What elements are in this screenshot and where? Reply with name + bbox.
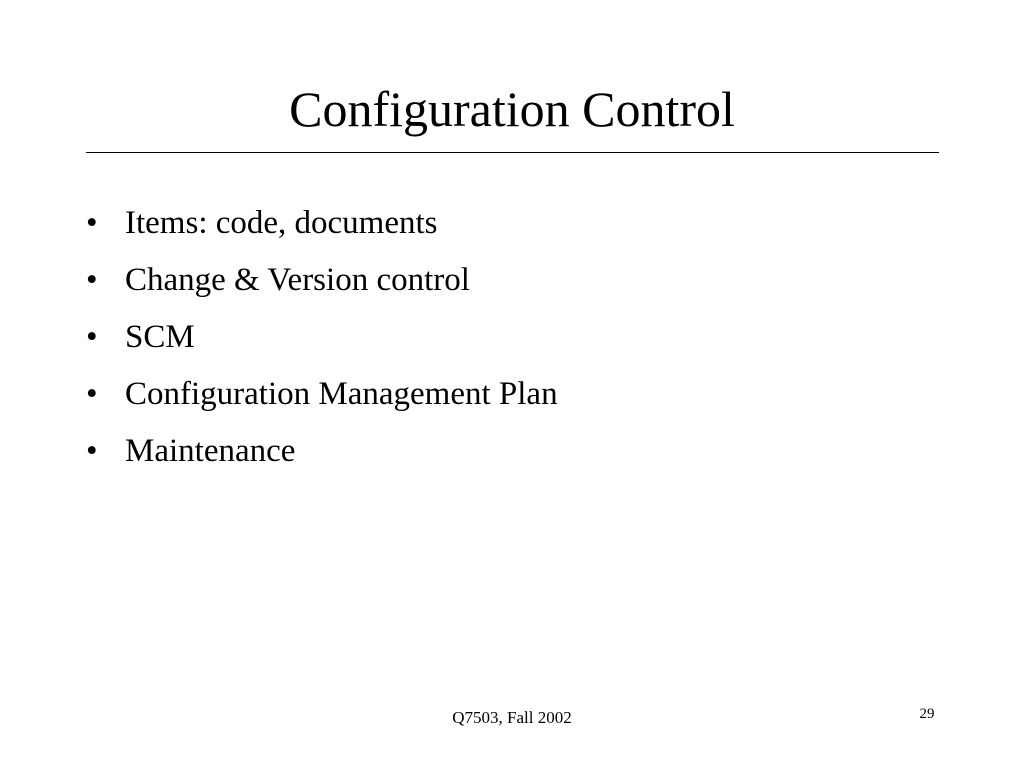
bullet-item-configuration-management-plan xyxy=(86,375,558,413)
title-divider xyxy=(86,152,939,153)
bullet-list xyxy=(86,204,558,489)
slide-title: Configuration Control xyxy=(289,81,735,137)
bullet-item-items xyxy=(86,204,558,242)
bullet-icon: • xyxy=(86,433,98,469)
bullet-item-change-version-control xyxy=(86,261,558,299)
bullet-text: SCM xyxy=(125,319,195,355)
bullet-text: Change & Version control xyxy=(125,262,470,298)
bullet-item-scm xyxy=(86,318,558,356)
bullet-text: Items: code, documents xyxy=(125,205,438,241)
page-number: 29 xyxy=(919,706,935,722)
bullet-icon: • xyxy=(86,262,98,298)
footer-course-label: Q7503, Fall 2002 xyxy=(452,708,572,727)
bullet-text: Maintenance xyxy=(125,433,296,469)
bullet-icon: • xyxy=(86,319,98,355)
bullet-icon: • xyxy=(86,205,98,241)
bullet-text: Configuration Management Plan xyxy=(125,376,558,412)
bullet-item-maintenance xyxy=(86,432,558,470)
bullet-icon: • xyxy=(86,376,98,412)
